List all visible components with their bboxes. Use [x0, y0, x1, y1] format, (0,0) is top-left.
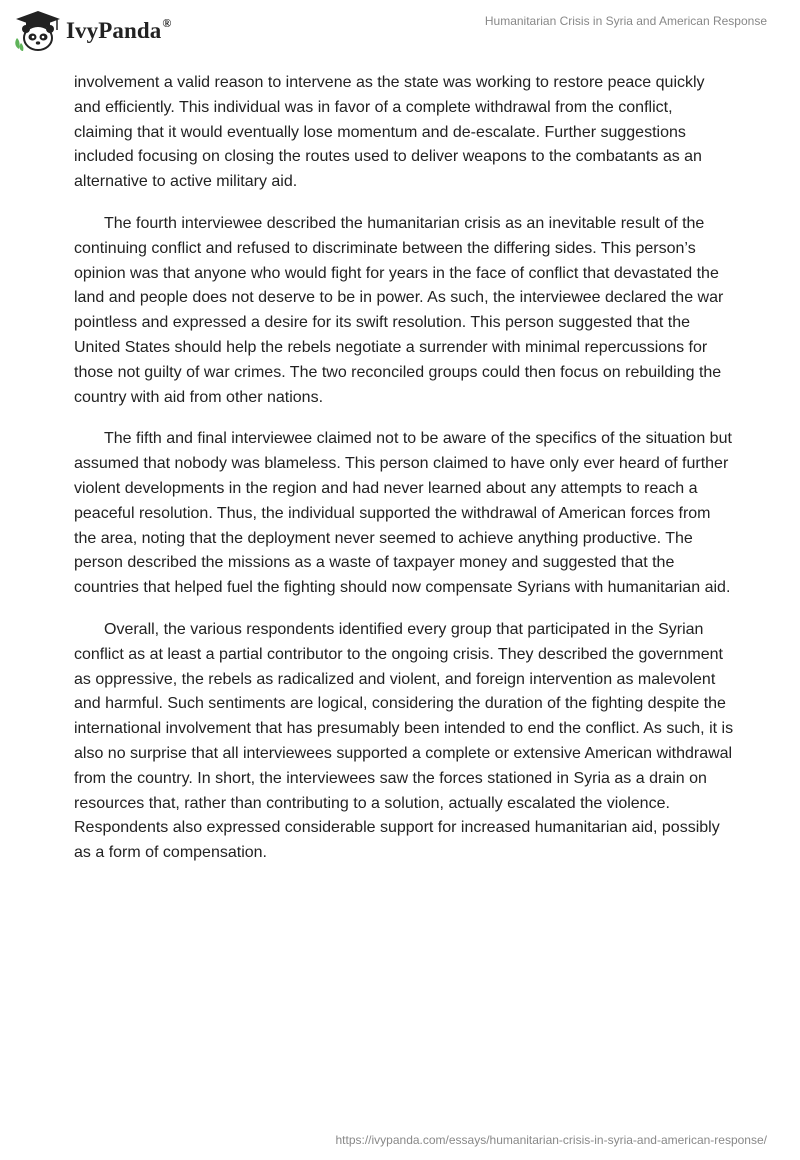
paragraph: The fourth interviewee described the humanitarian crisis as an inevitable result of the continuing conflict and refused to discriminate between the differing sides. This person’s opinion was that anyone who would fight for years in the face of conflict that devastated the land and people does not deserve to be in power. As such, the interviewee declared the war pointless and expressed a desire for its swift resolution. This person suggested that the United States should help the rebels negotiate a surrender with minimal repercussions for those not guilty of war crimes. The two reconciled groups could then focus on rebuilding the country with aid from other nations. — [74, 214, 724, 406]
page-header — [0, 0, 800, 64]
ivypanda-logo[interactable] — [13, 9, 171, 53]
footer-url[interactable]: https://ivypanda.com/essays/humanitarian-crisis-in-syria-and-american-response/ — [335, 1133, 767, 1147]
brand-name — [66, 18, 171, 44]
paragraph: involvement a valid reason to intervene as the state was working to restore peace quickly and efficiently. This individual was in favor of a complete withdrawal from the conflict, claiming that it would eventually lose momentum and de-escalate. Further suggestions included focusing on closing the routes used to deliver weapons to the combatants as an alternative to active military aid. — [74, 74, 705, 191]
paragraph: The fifth and final interviewee claimed not to be aware of the specifics of the situation but assumed that nobody was blameless. This person claimed to have only ever heard of further violent developments in the region and had never learned about any attempts to reach a peaceful resolution. Thus, the individual supported the withdrawal of American forces from the area, noting that the deployment never seemed to achieve anything productive. The person described the missions as a waste of taxpayer money and suggested that the countries that helped fuel the fighting should now compensate Syrians with humanitarian aid. — [74, 430, 732, 597]
paragraph: Overall, the various respondents identified every group that participated in the Syrian conflict as at least a partial contributor to the ongoing crisis. They described the government as oppressive, the rebels as radicalized and violent, and foreign intervention as malevolent and harmful. Such sentiments are logical, considering the duration of the fighting despite the international involvement that has presumably been intended to end the conflict. As such, it is also no surprise that all interviewees supported a complete or extensive American withdrawal from the country. In short, the interviewees saw the forces stationed in Syria as a drain on resources that, rather than contributing to a solution, actually escalated the violence. Respondents also expressed considerable support for increased humanitarian aid, possibly as a form of compensation. — [74, 620, 734, 862]
registered-mark: ® — [162, 16, 172, 30]
essay-body — [74, 71, 734, 883]
panda-graduate-icon — [13, 10, 63, 52]
brand-name-text: IvyPanda — [66, 18, 162, 43]
document-title: Humanitarian Crisis in Syria and American Response — [484, 14, 767, 28]
